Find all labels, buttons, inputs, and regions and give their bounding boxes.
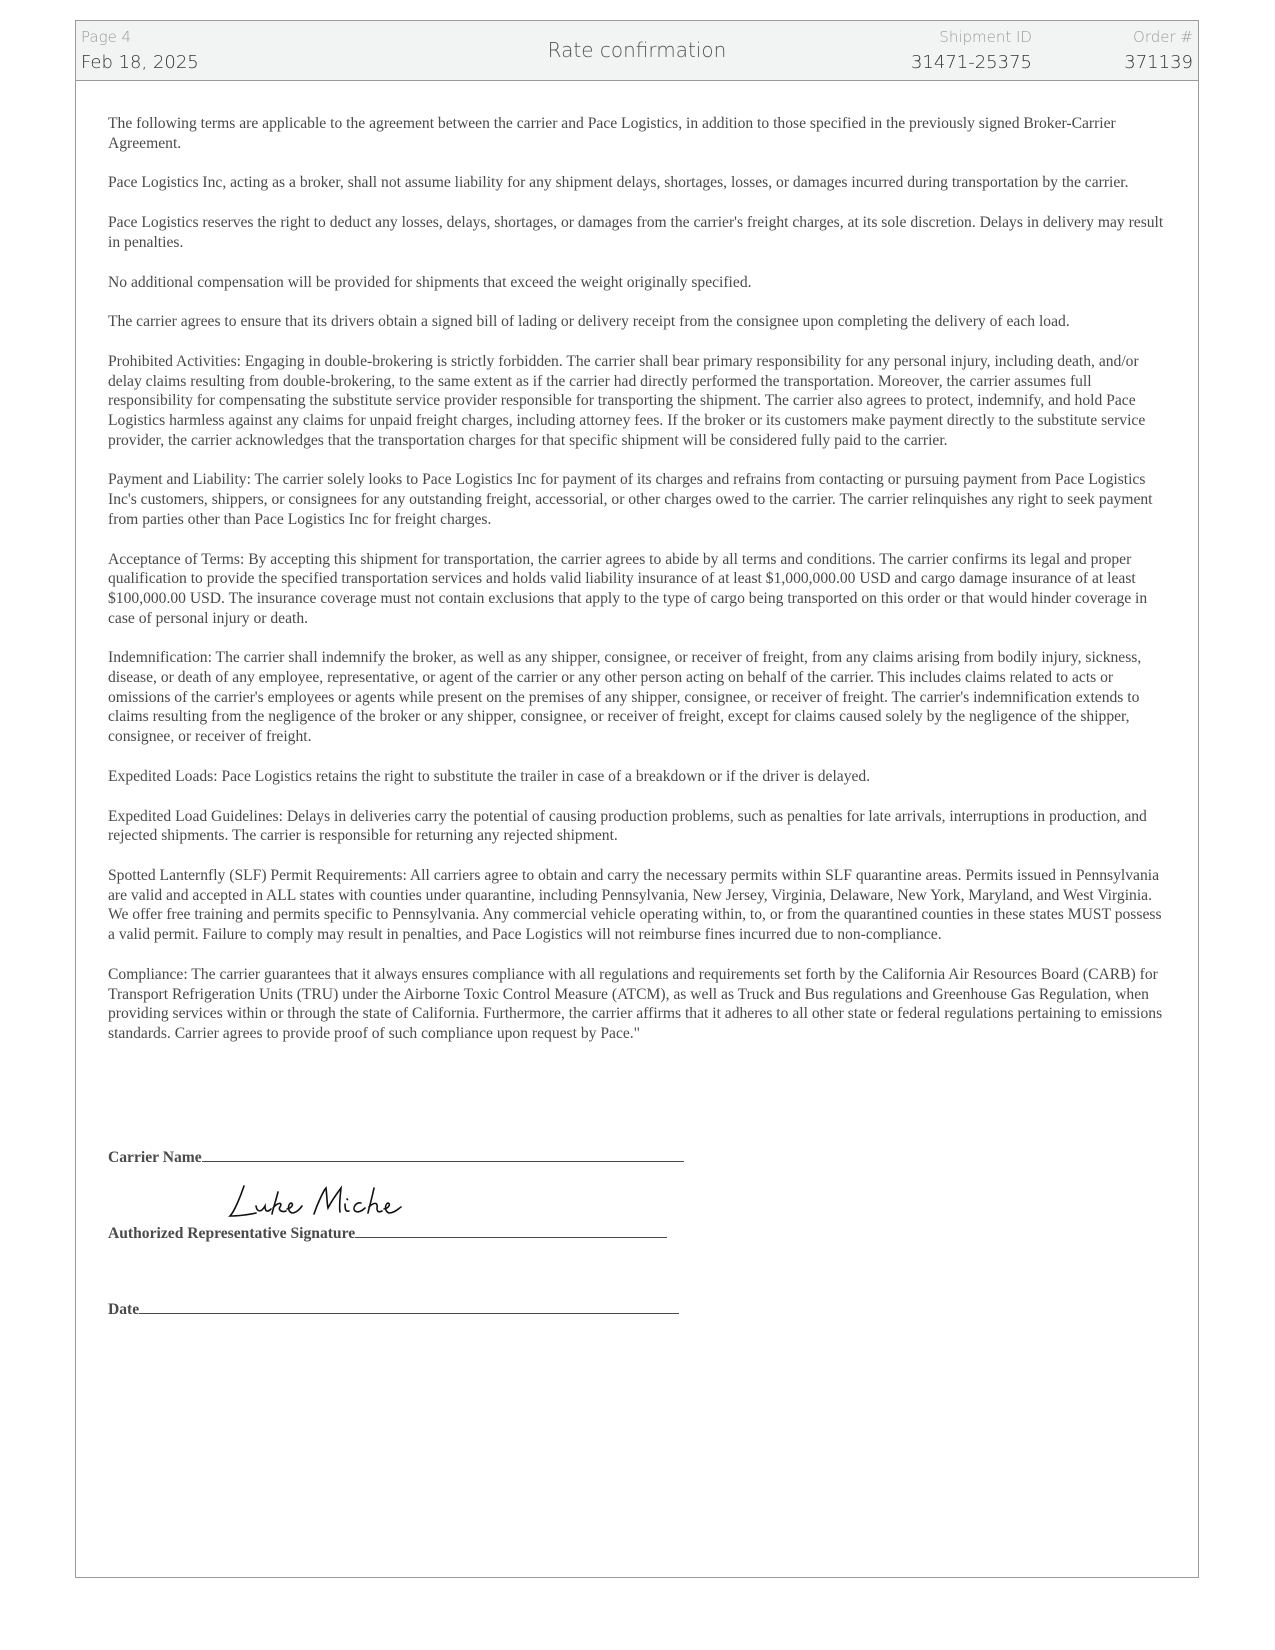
- handwritten-signature: [226, 1178, 426, 1228]
- date-line: [139, 1299, 679, 1314]
- date-label: Date: [108, 1301, 140, 1318]
- shipment-id-label: Shipment ID: [939, 28, 1032, 46]
- order-number-value: 371139: [1124, 52, 1193, 73]
- terms-paragraph: Spotted Lanternfly (SLF) Permit Requirements: All carriers agree to obtain and carry the necessary permits within SLF quarantine areas. Permits issued in Pennsylvania are valid and accepted in ALL states with counties under quarantine, including Pennsylvania, New Jersey, Virginia, Delaware, New York, Maryland, and West Virginia. We offer free training and permits specific to Pennsylvania. Any commercial vehicle operating within, to, or from the quarantined counties in these states MUST possess a valid permit. Failure to comply may result in penalties, and Pace Logistics will not reimburse fines incurred due to non-compliance.: [108, 866, 1162, 944]
- document-page: [75, 20, 1199, 1578]
- terms-paragraph: The following terms are applicable to the agreement between the carrier and Pace Logistics, in addition to those specified in the previously signed Broker-Carrier Agreement.: [108, 115, 1116, 152]
- signature-line: [355, 1223, 667, 1238]
- signature-label: Authorized Representative Signature: [108, 1225, 356, 1242]
- carrier-name-line: [202, 1147, 684, 1162]
- terms-paragraph: The carrier agrees to ensure that its drivers obtain a signed bill of lading or delivery receipt from the consignee upon completing the delivery of each load.: [108, 313, 1070, 331]
- terms-paragraph: Prohibited Activities: Engaging in double-brokering is strictly forbidden. The carrier shall bear primary responsibility for any personal injury, including death, and/or delay claims resulting from double-brokering, to the same extent as if the carrier had directly performed the transportation. Moreover, the carrier assumes full responsibility for compensating the substitute service provider responsible for transporting the shipment. The carrier also agrees to protect, indemnify, and hold Pace Logistics harmless against any claims for unpaid freight charges, including attorney fees. If the broker or its customers make payment directly to the substitute service provider, the carrier acknowledges that the transportation charges for that specific shipment will be considered fully paid to the carrier.: [108, 352, 1146, 449]
- terms-paragraph: Expedited Loads: Pace Logistics retains the right to substitute the trailer in case of a breakdown or if the driver is delayed.: [108, 767, 871, 785]
- page-number: Page 4: [81, 28, 132, 46]
- carrier-name-field: [108, 1147, 684, 1167]
- terms-paragraph: Compliance: The carrier guarantees that it always ensures compliance with all regulations and requirements set forth by the California Air Resources Board (CARB) for Transport Refrigeration Units (TRU) under the Airborne Toxic Control Measure (ATCM), as well as Truck and Bus regulations and Greenhouse Gas Regulation, when providing services within or through the state of California. Furthermore, the carrier affirms that it adheres to all other state or federal regulations pertaining to emissions standards. Carrier agrees to provide proof of such compliance upon request by Pace.": [108, 965, 1163, 1042]
- terms-paragraph: Pace Logistics reserves the right to deduct any losses, delays, shortages, or damages from the carrier's freight charges, at its sole discretion. Delays in delivery may result in penalties.: [108, 214, 1164, 251]
- page-header: [76, 21, 1198, 81]
- terms-body: [108, 114, 1168, 1064]
- order-number-label: Order #: [1133, 28, 1193, 46]
- terms-paragraph: No additional compensation will be provided for shipments that exceed the weight originally specified.: [108, 273, 752, 291]
- terms-paragraph: Indemnification: The carrier shall indemnify the broker, as well as any shipper, consignee, or receiver of freight, from any claims arising from bodily injury, sickness, disease, or death of any employee, representative, or agent of the carrier or any other person acting on behalf of the carrier. This includes claims related to acts or omissions of the carrier's employees or agents while present on the premises of any shipper, consignee, or receiver of freight. The carrier's indemnification extends to claims resulting from the negligence of the broker or any shipper, consignee, or receiver of freight, except for claims caused solely by the negligence of the shipper, consignee, or receiver of freight.: [108, 649, 1142, 746]
- terms-paragraph: Pace Logistics Inc, acting as a broker, shall not assume liability for any shipment delays, shortages, losses, or damages incurred during transportation by the carrier.: [108, 174, 1129, 192]
- signature-field: [108, 1223, 667, 1243]
- document-date: Feb 18, 2025: [81, 52, 199, 73]
- terms-paragraph: Expedited Load Guidelines: Delays in deliveries carry the potential of causing production problems, such as penalties for late arrivals, interruptions in production, and rejected shipments. The carrier is responsible for returning any rejected shipment.: [108, 807, 1147, 845]
- terms-paragraph: Acceptance of Terms: By accepting this shipment for transportation, the carrier agrees to abide by all terms and conditions. The carrier confirms its legal and proper qualification to provide the specified transportation services and holds valid liability insurance of at least $1,000,000.00 USD and cargo damage insurance of at least $100,000.00 USD. The insurance coverage must not contain exclusions that apply to the type of cargo being transported on this order or that would hinder coverage in case of personal injury or death.: [108, 550, 1148, 627]
- carrier-name-label: Carrier Name: [108, 1149, 202, 1166]
- terms-paragraph: Payment and Liability: The carrier solely looks to Pace Logistics Inc for payment of its charges and refrains from contacting or pursuing payment from Pace Logistics Inc's customers, shippers, or consignees for any outstanding freight, accessorial, or other charges owed to the carrier. The carrier relinquishes any right to seek payment from parties other than Pace Logistics Inc for freight charges.: [108, 471, 1153, 528]
- date-field: [108, 1299, 679, 1319]
- shipment-id-value: 31471-25375: [910, 52, 1032, 73]
- document-title: Rate confirmation: [547, 38, 727, 62]
